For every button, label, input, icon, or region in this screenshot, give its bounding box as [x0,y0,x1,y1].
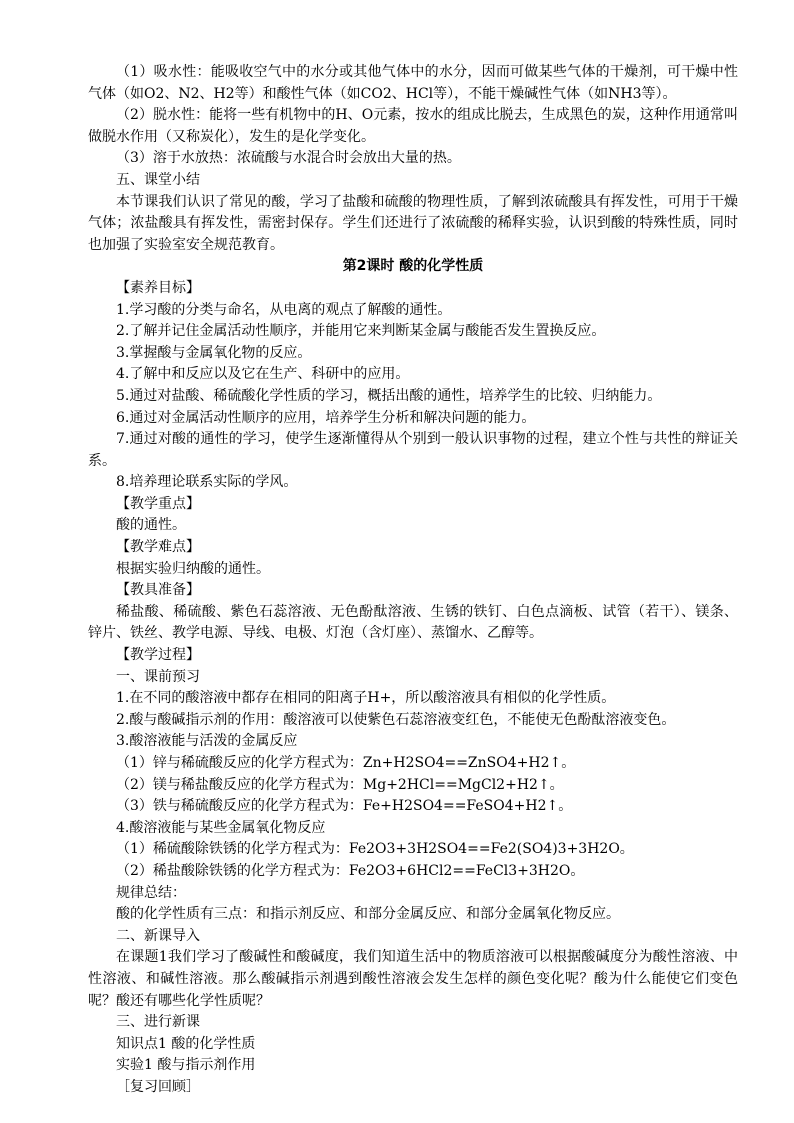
document-page [88,62,738,1099]
difficulty-text: 根据实验归纳酸的通性。 [116,560,270,577]
goals-heading: 【素养目标】 [116,279,200,296]
process-item: ［复习回顾］ [116,1078,200,1095]
goal-item: 2.了解并记住金属活动性顺序，并能用它来判断某金属与酸能否发生置换反应。 [116,323,606,340]
tools-heading: 【教具准备】 [116,582,200,599]
goal-item: 7.通过对酸的通性的学习，使学生逐渐懂得从个别到一般认识事物的过程，建立个性与共性的辩证关系。 [88,431,738,469]
process-item: 4.酸溶液能与某些金属氧化物反应 [116,819,326,836]
lesson-title: 第2课时 酸的化学性质 [342,258,484,275]
equation-line: （2）稀盐酸除铁锈的化学方程式为：Fe2O3+6HCl2==FeCl3+3H2O。 [116,862,585,879]
key-points-text: 酸的通性。 [116,517,186,534]
goal-item: 6.通过对金属活动性顺序的应用，培养学生分析和解决问题的能力。 [116,409,536,426]
goal-item: 4.了解中和反应以及它在生产、科研中的应用。 [116,366,410,383]
process-item: 3.酸溶液能与活泼的金属反应 [116,733,298,750]
process-item: 酸的化学性质有三点：和指示剂反应、和部分金属反应、和部分金属氧化物反应。 [116,906,620,923]
goal-item: 1.学习酸的分类与命名，从电离的观点了解酸的通性。 [116,301,452,318]
equation-line: （3）铁与稀硫酸反应的化学方程式为：Fe+H2SO4==FeSO4+H2↑。 [116,798,573,815]
goal-item: 5.通过对盐酸、稀硫酸化学性质的学习，概括出酸的通性，培养学生的比较、归纳能力。 [116,387,662,404]
tools-text: 稀盐酸、稀硫酸、紫色石蕊溶液、无色酚酞溶液、生锈的铁钉、白色点滴板、试管（若干）、镁条、锌片、铁丝、教学电源、导线、电极、灯泡（含灯座）、蒸馏水、乙醇等。 [88,603,738,642]
section-summary-heading: 五、课堂小结 [116,171,200,188]
equation-line: （1）稀硫酸除铁锈的化学方程式为：Fe2O3+3H2SO4==Fe2(SO4)3+3H2O。 [116,841,634,858]
key-points-heading: 【教学重点】 [116,495,200,512]
process-heading: 【教学过程】 [116,647,200,664]
paragraph-dehydration: （2）脱水性：能将一些有机物中的H、O元素，按水的组成比脱去，生成黑色的炭，这种作用通常叫做脱水作用（又称炭化），发生的是化学变化。 [88,107,738,145]
paragraph-hygroscopic: （1）吸水性：能吸收空气中的水分或其他气体中的水分，因而可做某些气体的干燥剂，可干燥中性气体（如O2、N2、H2等）和酸性气体（如CO2、HCl等），不能干燥碱性气体（如NH3等）。 [88,64,738,102]
equation-line: （1）锌与稀硫酸反应的化学方程式为：Zn+H2SO4==ZnSO4+H2↑。 [116,755,576,771]
process-item: 规律总结： [116,884,186,901]
process-item: 二、新课导入 [116,927,200,944]
process-item: 1.在不同的酸溶液中都存在相同的阳离子H+，所以酸溶液具有相似的化学性质。 [116,690,616,707]
process-item: 一、课前预习 [116,668,200,685]
goal-item: 8.培养理论联系实际的学风。 [116,474,298,491]
paragraph-summary: 本节课我们认识了常见的酸，学习了盐酸和硫酸的物理性质，了解到浓硫酸具有挥发性，可用于干燥气体；浓盐酸具有挥发性，需密封保存。学生们还进行了浓硫酸的稀释实验，认识到酸的特殊性质，同时也加强了实验室安全规范教育。 [88,193,738,253]
process-item: 2.酸与酸碱指示剂的作用：酸溶液可以使紫色石蕊溶液变红色，不能使无色酚酞溶液变色。 [116,711,676,728]
difficulty-heading: 【教学难点】 [116,539,200,556]
process-item: 知识点1 酸的化学性质 [116,1035,256,1052]
process-item: 实验1 酸与指示剂作用 [116,1057,256,1074]
equation-line: （2）镁与稀盐酸反应的化学方程式为：Mg+2HCl==MgCl2+H2↑。 [116,776,564,793]
process-item: 三、进行新课 [116,1014,200,1031]
process-item: 在课题1我们学习了酸碱性和酸碱度，我们知道生活中的物质溶液可以根据酸碱度分为酸性溶液、中性溶液、和碱性溶液。那么酸碱指示剂遇到酸性溶液会发生怎样的颜色变化呢？酸为什么能使它们变色呢？酸还有哪些化学性质呢？ [88,949,738,1009]
paragraph-heat: （3）溶于水放热：浓硫酸与水混合时会放出大量的热。 [116,150,461,167]
goal-item: 3.掌握酸与金属氧化物的反应。 [116,344,312,361]
